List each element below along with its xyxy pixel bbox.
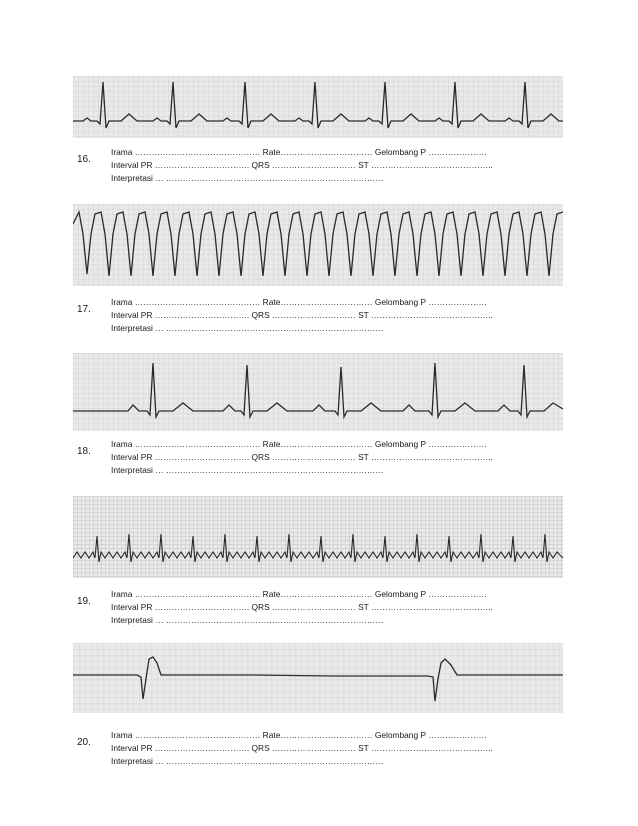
rhythm-line: Irama ……………………………………… Rate…………………………… Gelombang P ………………… xyxy=(111,589,487,599)
rhythm-line: Irama ……………………………………… Rate…………………………… Gelombang P ………………… xyxy=(111,147,487,157)
intervals-line: Interval PR ……………………………. QRS ………………………… ST …………………………………….. xyxy=(111,451,493,462)
item-number: 18. xyxy=(77,446,91,457)
ecg-strip-19 xyxy=(73,496,563,578)
ecg-strip-18 xyxy=(73,353,563,431)
interpretation-line: Interpretasi … …………………………………………………………………… xyxy=(111,172,384,183)
intervals-line: Interval PR ……………………………. QRS ………………………… ST …………………………………….. xyxy=(111,159,493,170)
answer-fields xyxy=(111,146,493,184)
rhythm-line: Irama ……………………………………… Rate…………………………… Gelombang P ………………… xyxy=(111,439,487,449)
answer-fields xyxy=(111,588,493,626)
intervals-line: Interval PR ……………………………. QRS ………………………… ST …………………………………….. xyxy=(111,601,493,612)
interpretation-line: Interpretasi … …………………………………………………………………… xyxy=(111,755,384,766)
interpretation-line: Interpretasi … …………………………………………………………………… xyxy=(111,614,384,625)
interpretation-line: Interpretasi … …………………………………………………………………… xyxy=(111,464,384,475)
rhythm-line: Irama ……………………………………… Rate…………………………… Gelombang P ………………… xyxy=(111,297,487,307)
ecg-strip-20 xyxy=(73,643,563,713)
item-number: 20. xyxy=(77,737,91,748)
ecg-strip-17 xyxy=(73,204,563,286)
item-number: 16. xyxy=(77,154,91,165)
intervals-line: Interval PR ……………………………. QRS ………………………… ST …………………………………….. xyxy=(111,309,493,320)
item-number: 17. xyxy=(77,304,91,315)
intervals-line: Interval PR ……………………………. QRS ………………………… ST …………………………………….. xyxy=(111,742,493,753)
answer-fields xyxy=(111,296,493,334)
item-number: 19. xyxy=(77,596,91,607)
answer-fields xyxy=(111,729,493,767)
interpretation-line: Interpretasi … …………………………………………………………………… xyxy=(111,322,384,333)
answer-fields xyxy=(111,438,493,476)
rhythm-line: Irama ……………………………………… Rate…………………………… Gelombang P ………………… xyxy=(111,730,487,740)
ecg-strip-16 xyxy=(73,76,563,138)
